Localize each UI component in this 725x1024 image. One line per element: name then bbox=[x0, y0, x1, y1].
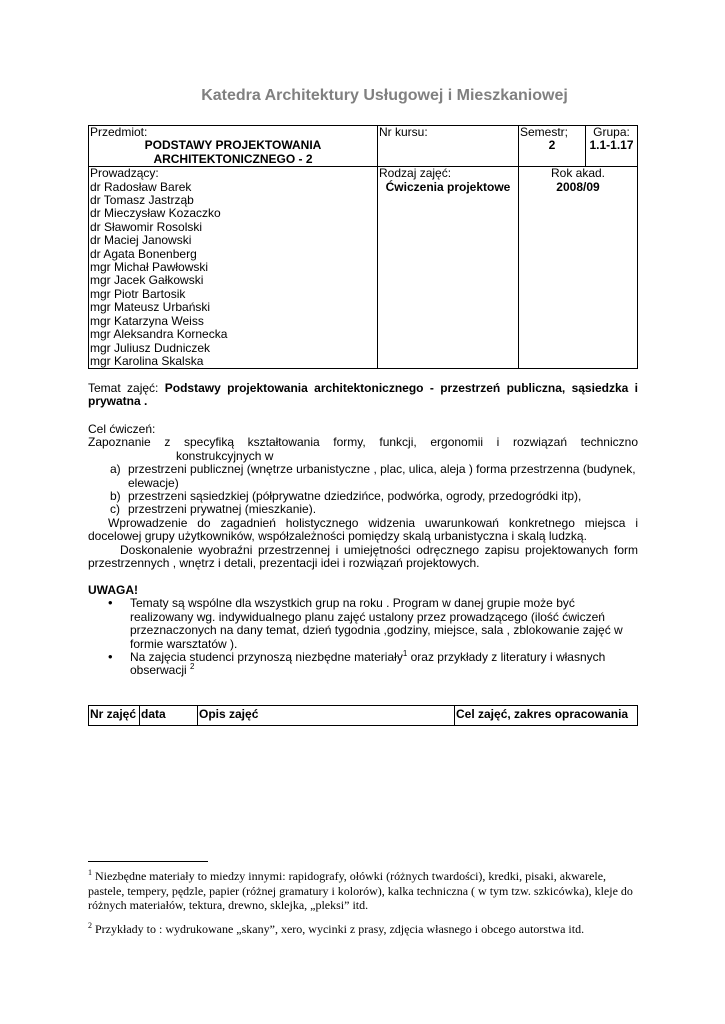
lecturer-item: mgr Juliusz Dudniczek bbox=[90, 340, 211, 355]
header-description: Opis zajęć bbox=[198, 706, 455, 726]
group-cell bbox=[586, 126, 638, 167]
lecturer-item: dr Maciej Janowski bbox=[90, 233, 192, 248]
topic-paragraph bbox=[88, 382, 638, 409]
goals-paragraph-2: Doskonalenie wyobraźni przestrzennej i umiejętności odręcznego zapisu projektowanych form przestrzennych , wnętrz i detali, prezentacji idei i rozwiązań projektowych. bbox=[88, 542, 638, 571]
class-type-label: Rodzaj zajęć: bbox=[379, 166, 452, 181]
lecturer-item: mgr Mateusz Urbański bbox=[90, 300, 211, 315]
list-marker: b) bbox=[110, 489, 121, 504]
academic-year-cell bbox=[519, 167, 638, 369]
note-bullet-2-part-1: Na zajęcia studenci przynoszą niezbędne materiały bbox=[130, 650, 403, 665]
bullet-icon: • bbox=[108, 595, 113, 611]
lecturers-label: Prowadzący: bbox=[90, 166, 159, 181]
lecturer-item: mgr Karolina Skalska bbox=[90, 353, 204, 368]
note-title: UWAGA! bbox=[88, 583, 138, 597]
list-text: przestrzeni sąsiedzkiej (półprywatne dziedzińce, podwórka, ogrody, przedogródki itp), bbox=[128, 489, 582, 504]
subject-line-2: ARCHITEKTONICZNEGO - 2 bbox=[153, 151, 313, 166]
note-bullet-2-part-2: oraz przykłady z literatury i własnych obserwacji bbox=[130, 650, 606, 678]
list-marker: a) bbox=[110, 462, 121, 477]
goals-section bbox=[88, 423, 638, 570]
lecturers-cell bbox=[89, 167, 378, 369]
academic-year-label: Rok akad. bbox=[550, 166, 606, 181]
group-value: 1.1-1.17 bbox=[589, 138, 634, 153]
semester-cell bbox=[519, 126, 586, 167]
goals-label: Cel ćwiczeń: bbox=[88, 422, 156, 436]
lecturer-item: mgr Michał Pawłowski bbox=[90, 260, 209, 275]
lecturer-item: mgr Katarzyna Weiss bbox=[90, 313, 204, 328]
note-list bbox=[88, 597, 638, 677]
footnote-text: Niezbędne materiały to miedzy innymi: rapidografy, ołówki (różnych twardości), kredki, pisaki, akwarele, pastele, tempery, pędzle, papier (różnej gramatury i kolorów), kalka techniczna ( w tym tzw. szkicówka), kleje do różnych materiałów, tektura, drewno, sklejka, „pleksi” itd. bbox=[88, 869, 633, 912]
goals-paragraph-1: Wprowadzenie do zagadnień holistycznego widzenia uwarunkowań konkretnego miejsca i docelowej grupy użytkowników, współzależności pomiędzy skalą urbanistyczna i skalą ludzką. bbox=[88, 515, 638, 544]
group-label: Grupa: bbox=[593, 125, 630, 139]
header-nr: Nr zajęć bbox=[89, 706, 140, 726]
list-item bbox=[88, 490, 638, 503]
footnote-2 bbox=[88, 922, 638, 937]
lecturer-item: mgr Jacek Gałkowski bbox=[90, 273, 204, 288]
footnote-ref-2[interactable]: 2 bbox=[190, 662, 195, 672]
footnote-ref-1[interactable]: 1 bbox=[402, 649, 408, 659]
class-type-cell bbox=[378, 167, 519, 369]
course-no-label: Nr kursu: bbox=[379, 125, 428, 139]
subject-label: Przedmiot: bbox=[90, 125, 148, 139]
footnote-1 bbox=[88, 869, 638, 913]
bullet-icon: • bbox=[108, 649, 113, 665]
footnote-marker: 1 bbox=[88, 868, 92, 877]
list-item bbox=[88, 651, 638, 678]
semester-label: Semestr; bbox=[520, 125, 569, 139]
footnote-text: Przykłady to : wydrukowane „skany”, xero, wycinki z prasy, zdjęcia własnego i obcego autorstwa itd. bbox=[92, 922, 585, 936]
subject-cell bbox=[89, 126, 378, 167]
note-section bbox=[88, 584, 638, 678]
page-title: Katedra Architektury Usługowej i Mieszkaniowej bbox=[201, 87, 568, 104]
note-bullet-1: Tematy są wspólne dla wszystkich grup na roku . Program w danej grupie może być realizowany wg. indywidualnego planu zajęć ustalony przez prowadzącego (ilość ćwiczeń przeznaczonych na dany temat, dzień tygodnia ,godziny, miejsce, sala , zblokowanie zajęć w formie warsztatów ). bbox=[130, 596, 623, 651]
academic-year-value: 2008/09 bbox=[556, 179, 600, 194]
goals-intro-line-2: konstrukcyjnych w bbox=[176, 448, 274, 463]
footnote-separator bbox=[88, 861, 208, 862]
list-item bbox=[88, 597, 638, 651]
lecturer-item: dr Radosław Barek bbox=[90, 179, 192, 194]
topic-value: Podstawy projektowania architektonicznego - przestrzeń publiczna, sąsiedzka i prywatna . bbox=[88, 381, 638, 409]
goals-intro-line-1: Zapoznanie z specyfiką kształtowania formy, funkcji, ergonomii i rozwiązań techniczno bbox=[88, 435, 638, 450]
class-type-value: Ćwiczenia projektowe bbox=[385, 179, 511, 194]
lecturer-item: mgr Piotr Bartosik bbox=[90, 286, 186, 301]
header-goal: Cel zajęć, zakres opracowania bbox=[455, 706, 638, 726]
schedule-table bbox=[88, 705, 638, 726]
footnote-marker: 2 bbox=[88, 921, 92, 930]
lecturer-item: dr Agata Bonenberg bbox=[90, 246, 197, 261]
list-text: przestrzeni prywatnej (mieszkanie). bbox=[128, 502, 317, 517]
lecturer-item: dr Mieczysław Kozaczko bbox=[90, 206, 221, 221]
list-item bbox=[88, 463, 638, 490]
goals-list bbox=[88, 463, 638, 517]
course-no-cell bbox=[378, 126, 519, 167]
topic-label: Temat zajęć: bbox=[88, 381, 165, 395]
lecturer-item: dr Tomasz Jastrząb bbox=[90, 193, 194, 208]
list-marker: c) bbox=[110, 502, 120, 517]
semester-value: 2 bbox=[548, 138, 556, 153]
list-text: przestrzeni publicznej (wnętrze urbanistyczne , plac, ulica, aleja ) forma przestrzenna (budynek, elewacje) bbox=[128, 462, 636, 490]
header-date: data bbox=[140, 706, 198, 726]
course-info-table bbox=[88, 125, 638, 369]
subject-line-1: PODSTAWY PROJEKTOWANIA bbox=[144, 138, 322, 153]
lecturer-item: mgr Aleksandra Kornecka bbox=[90, 327, 228, 342]
lecturer-item: dr Sławomir Rosolski bbox=[90, 219, 203, 234]
list-item bbox=[88, 503, 638, 516]
